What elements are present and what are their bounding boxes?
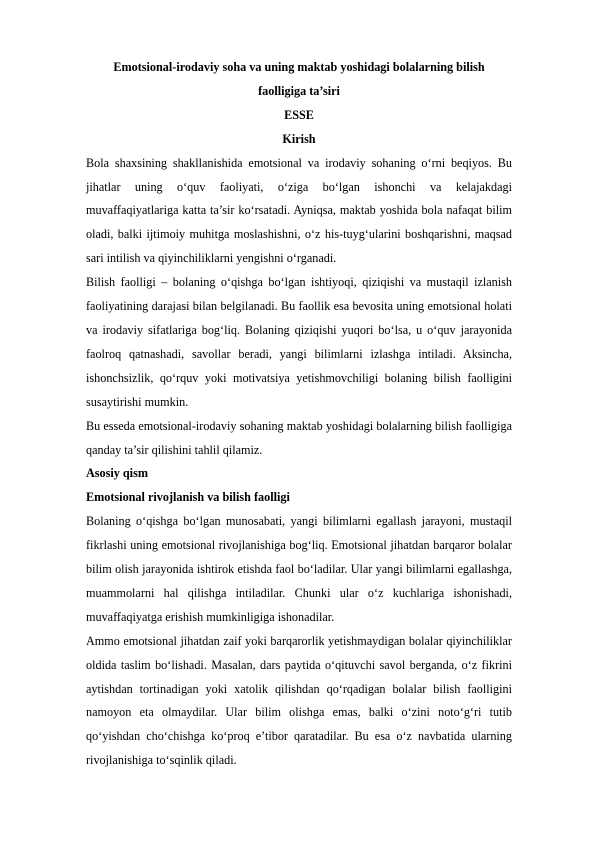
section-paragraph-1: Bolaning o‘qishga bo‘lgan munosabati, yangi bilimlarni egallash jarayoni, mustaqil fikrlashi uning emotsional rivojlanishiga bog‘liq. Emotsional jihatdan barqaror bolalar bilim olish jarayonida ishtirok etishda faol bo‘ladilar. Ular yangi bilimlarni egallashga, muammolarni hal qilishga intiladilar. Chunki ular o‘z kuchlariga ishonishadi, muvaffaqiyatga erishish mumkinligiga ishonadilar. (86, 514, 512, 624)
document-body (86, 56, 512, 773)
main-heading: Asosiy qism (86, 466, 148, 481)
section-heading: Emotsional rivojlanish va bilish faolligi (86, 490, 290, 505)
section-paragraph-2: Ammo emotsional jihatdan zaif yoki barqarorlik yetishmaydigan bolalar qiyinchiliklar oldida taslim bo‘lishadi. Masalan, dars paytida o‘qituvchi savol berganda, o‘z fikrini aytishdan tortinadigan yoki xatolik qilishdan qo‘rqadigan bolalar bilish faolligini namoyon eta olmaydilar. Ular bilim olishga emas, balki o‘zini noto‘g‘ri tutib qo‘yishdan cho‘chishga ko‘proq e’tibor qaratadilar. Bu esa o‘z navbatida ularning rivojlanishiga to‘sqinlik qiladi. (86, 633, 512, 768)
intro-paragraph-2: Bilish faolligi – bolaning o‘qishga bo‘lgan ishtiyoqi, qiziqishi va mustaqil izlanish faoliyatining darajasi bilan belgilanadi. Bu faollik esa bevosita uning emotsional holati va irodaviy sifatlariga bog‘liq. Bolaning qiziqishi yuqori bo‘lsa, u o‘quv jarayonida faolroq qatnashadi, savollar beradi, yangi bilimlarni izlashga intiladi. Aksincha, ishonchsizlik, qo‘rquv yoki motivatsiya yetishmovchiligi bolaning bilish faolligini susaytirishi mumkin. (86, 275, 512, 409)
intro-paragraph-1: Bola shaxsining shakllanishida emotsional va irodaviy sohaning o‘rni beqiyos. Bu jihatlar uning o‘quv faoliyati, o‘ziga bo‘lgan ishonchi va kelajakdagi muvaffaqiyatlariga katta ta’sir ko‘rsatadi. Ayniqsa, maktab yoshida bola nafaqat bilim oladi, balki ijtimoiy muhitga moslashishni, o‘z his-tuyg‘ularini boshqarishni, maqsad sari intilish va qiyinchiliklarni yengishni o‘rganadi. (86, 155, 512, 266)
document-title: Emotsional-irodaviy soha va uning maktab yoshidagi bolalarning bilish faolligiga ta’siri (113, 60, 485, 98)
document-subtitle: ESSE (284, 107, 314, 122)
intro-paragraph-3: Bu esseda emotsional-irodaviy sohaning maktab yoshidagi bolalarning bilish faolligiga qanday ta’sir qilishini tahlil qilamiz. (86, 418, 512, 457)
intro-heading: Kirish (282, 131, 316, 146)
